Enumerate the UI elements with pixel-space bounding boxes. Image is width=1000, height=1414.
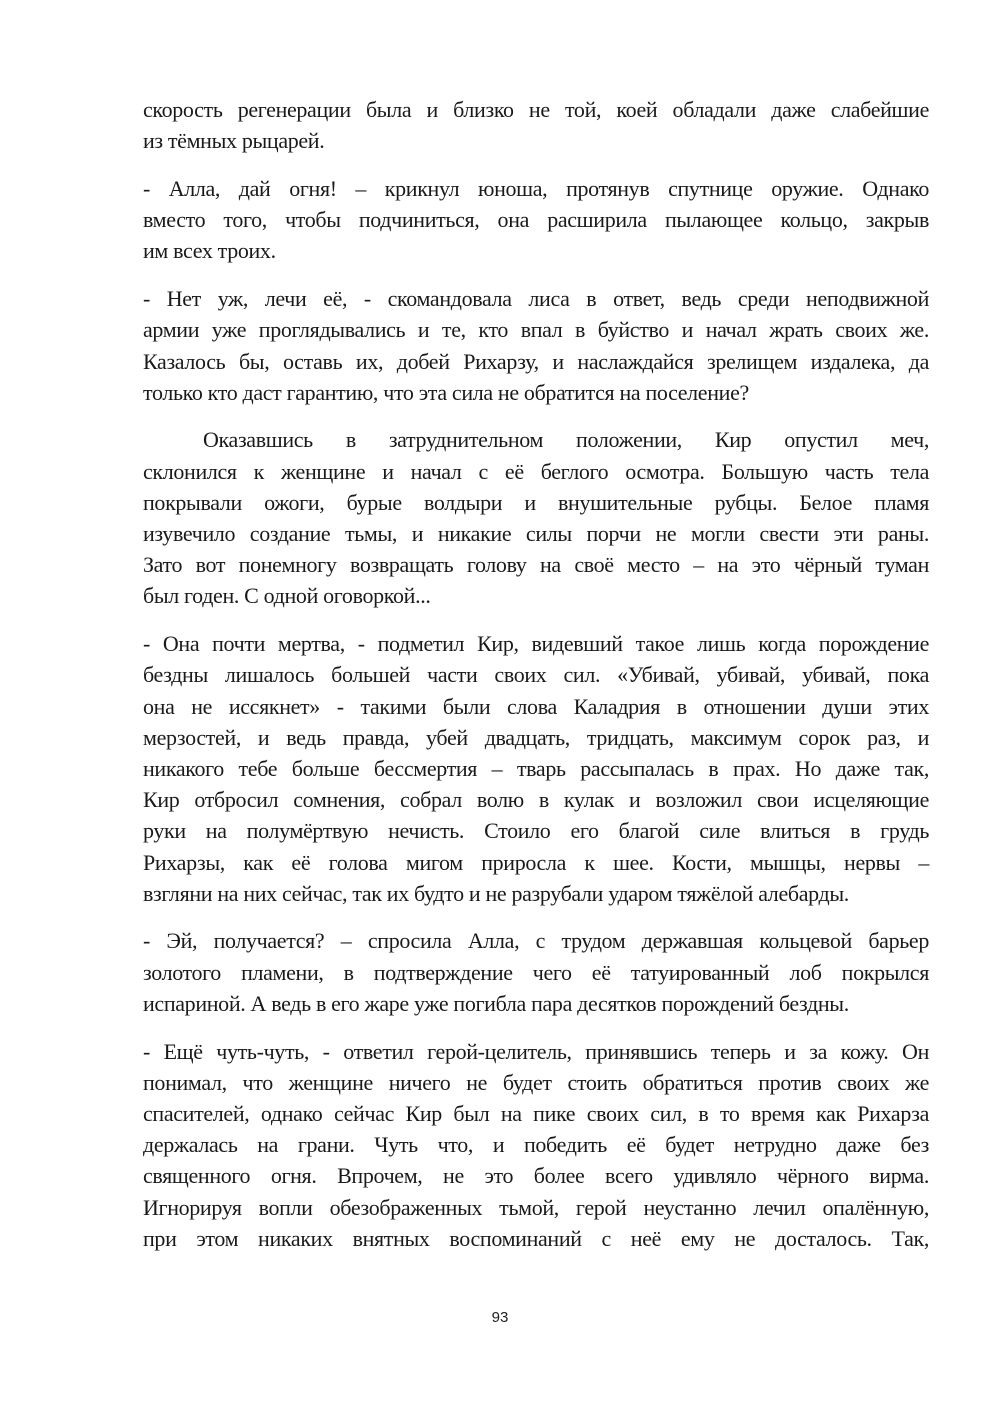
- text-line: мерзостей, и ведь правда, убей двадцать, тридцать, максимум сорок раз, и: [143, 724, 929, 750]
- text-line: бездны лишалось большей части своих сил. «Убивай, убивай, убивай, пока: [143, 662, 929, 688]
- text-line: священного огня. Впрочем, не это более всего удивляло чёрного вирма.: [143, 1163, 929, 1189]
- page-number: 93: [491, 1309, 509, 1326]
- text-line: Оказавшись в затруднительном положении, Кир опустил меч,: [203, 427, 929, 453]
- text-line: изувечило создание тьмы, и никакие силы порчи не могли свести эти раны.: [143, 521, 929, 547]
- text-line: склонился к женщине и начал с её беглого осмотра. Большую часть тела: [143, 458, 929, 484]
- text-line: был годен. С одной оговоркой...: [143, 583, 431, 609]
- text-line: скорость регенерации была и близко не той, коей обладали даже слабейшие: [143, 97, 929, 122]
- text-line: - Ещё чуть-чуть, - ответил герой-целитель, принявшись теперь и за кожу. Он: [143, 1038, 929, 1064]
- text-line: покрывали ожоги, бурые волдыри и внушительные рубцы. Белое пламя: [143, 489, 929, 515]
- text-line: - Эй, получается? – спросила Алла, с трудом державшая кольцевой барьер: [143, 928, 929, 954]
- text-line: руки на полумёртвую нечисть. Стоило его благой силе влиться в грудь: [143, 818, 929, 844]
- text-line: Зато вот понемногу возвращать голову на своё место – на это чёрный туман: [143, 552, 929, 578]
- document-body: [143, 94, 929, 1271]
- text-line: Рихарзы, как её голова мигом приросла к шее. Кости, мышцы, нервы –: [143, 849, 929, 875]
- paragraph-4: [143, 424, 929, 611]
- paragraph-2: [143, 173, 929, 267]
- paragraph-5: [143, 628, 929, 909]
- text-line: испариной. А ведь в его жаре уже погибла пара десятков порождений бездны.: [143, 990, 849, 1016]
- paragraph-3: [143, 283, 929, 408]
- text-line: Игнорируя вопли обезображенных тьмой, герой неустанно лечил опалённую,: [143, 1194, 929, 1220]
- text-line: спасителей, однако сейчас Кир был на пике своих сил, в то время как Рихарза: [143, 1101, 929, 1126]
- text-line: золотого пламени, в подтверждение чего её татуированный лоб покрылся: [143, 959, 929, 985]
- text-line: она не иссякнет» - такими были слова Каладрия в отношении души этих: [143, 693, 929, 719]
- text-line: понимал, что женщине ничего не будет стоить обратиться против своих же: [143, 1069, 929, 1095]
- text-line: вместо того, чтобы подчиниться, она расширила пылающее кольцо, закрыв: [143, 207, 929, 233]
- text-line: из тёмных рыцарей.: [143, 128, 325, 154]
- paragraph-1: [143, 94, 929, 156]
- text-line: им всех троих.: [143, 238, 276, 264]
- text-line: - Она почти мертва, - подметил Кир, видевший такое лишь когда порождение: [143, 631, 929, 657]
- text-line: при этом никаких внятных воспоминаний с неё ему не досталось. Так,: [143, 1225, 929, 1251]
- text-line: никакого тебе больше бессмертия – тварь рассыпалась в прах. Но даже так,: [143, 755, 929, 781]
- text-line: - Нет уж, лечи её, - скомандовала лиса в ответ, ведь среди неподвижной: [143, 286, 929, 312]
- text-line: держалась на грани. Чуть что, и победить её будет нетрудно даже без: [143, 1132, 929, 1158]
- paragraph-6: [143, 925, 929, 1019]
- text-line: взгляни на них сейчас, так их будто и не разрубали ударом тяжёлой алебарды.: [143, 880, 849, 906]
- text-line: армии уже проглядывались и те, кто впал в буйство и начал жрать своих же.: [143, 317, 929, 343]
- text-line: - Алла, дай огня! – крикнул юноша, протянув спутнице оружие. Однако: [143, 175, 929, 201]
- text-line: только кто даст гарантию, что эта сила не обратится на поселение?: [143, 379, 749, 405]
- text-line: Казалось бы, оставь их, добей Рихарзу, и наслаждайся зрелищем издалека, да: [143, 348, 929, 374]
- paragraph-7: [143, 1036, 929, 1254]
- text-line: Кир отбросил сомнения, собрал волю в кулак и возложил свои исцеляющие: [143, 787, 929, 813]
